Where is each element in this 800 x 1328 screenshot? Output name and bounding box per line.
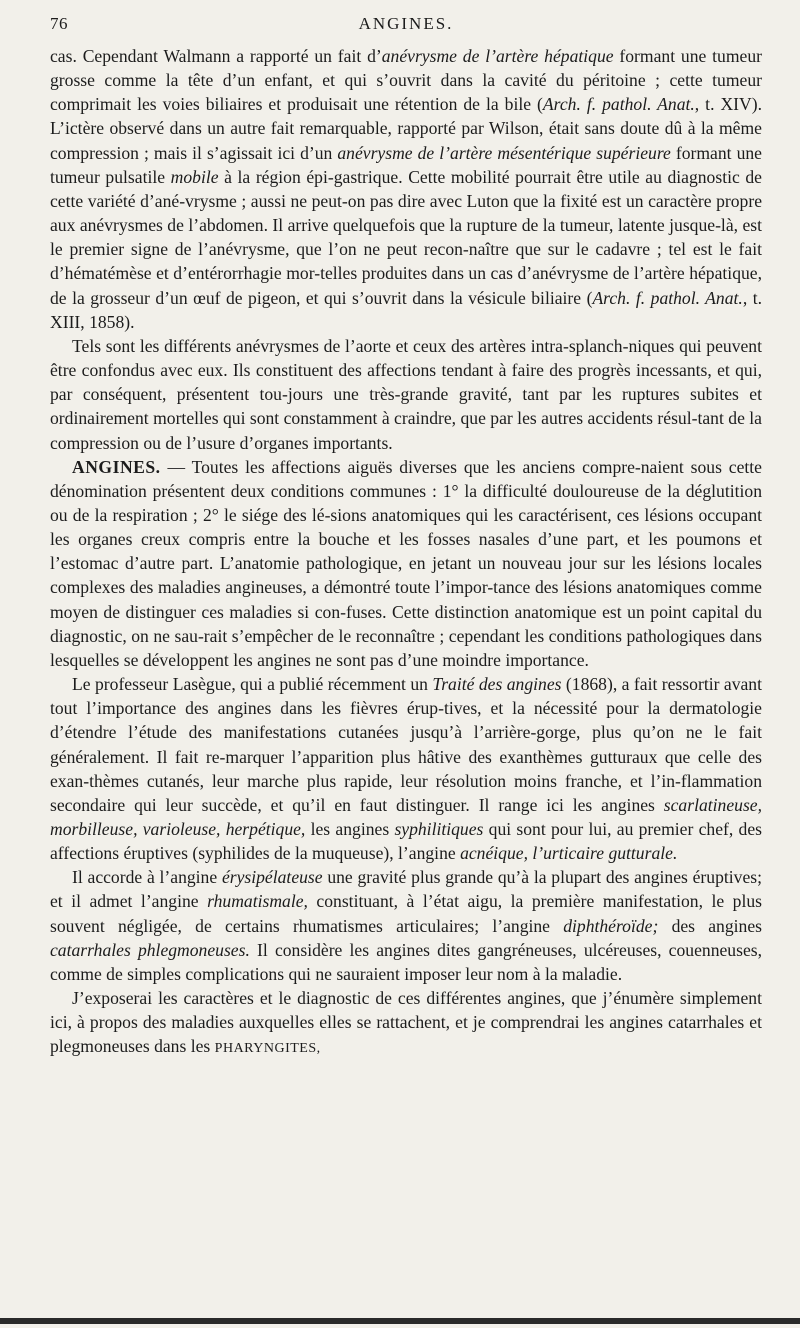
- section-heading-angines: ANGINES.: [72, 456, 161, 477]
- paragraph-aneurysm-summary: Tels sont les différents anévrysmes de l’aorte et ceux des artères intra-splanch-niques qui peuvent être confondus avec eux. Ils constituent des affections tendant à faire des progrès incessants, et qui, par conséquent, présentent tou-jours une très-grande gravité, tant par les ruptures subites et ordinairement mortelles qui sont constamment à craindre, que par les autres accidents résul-tant de la compression ou de l’usure d’organes importants.: [50, 335, 762, 453]
- paragraph-aneurysm-cases: cas. Cependant Walmann a rapporté un fait d’anévrysme de l’artère hépatique formant une tumeur grosse comme la tête d’un enfant, et qui s’ouvrit dans la cavité du péritoine ; cette tumeur comprimait les voies biliaires et produisait une rétention de la bile (Arch. f. pathol. Anat., t. XIV). L’ictère observé dans un autre fait remarquable, rapporté par Wilson, était sans doute dû à la même compression ; mais il s’agissait ici d’un anévrysme de l’artère mésentérique supérieure formant une tumeur pulsatile mobile à la région épi-gastrique. Cette mobilité pourrait être utile au diagnostic de cette variété d’ané-vrysme ; aussi ne peut-on pas dire avec Luton que la fixité est un caractère propre aux anévrysmes de l’abdomen. Il arrive quelquefois que la rupture de la tumeur, latente jusque-là, est le premier signe de l’anévrysme, que l’on ne peut recon-naître que sur le cadavre ; tel est le fait d’hématémèse et d’entérorrhagie mor-telles produites dans un cas d’anévrysme de l’artère hépatique, de la grosseur d’un œuf de pigeon, et qui s’ouvrit dans la vésicule biliaire (Arch. f. pathol. Anat., t. XIII, 1858).: [50, 46, 762, 332]
- page-header: [50, 14, 762, 44]
- paragraph-erysipelas: Il accorde à l’angine érysipélateuse une gravité plus grande qu’à la plupart des angines éruptives; et il admet l’angine rhumatismale, constituant, à l’état aigu, la première manifestation, le plus souvent négligée, de certains rhumatismes articulaires; l’angine diphthéroïde; des angines catarrhales phlegmoneuses. Il considère les angines dites gangréneuses, ulcéreuses, couenneuses, comme de simples complications qui ne sauraient imposer leur nom à la maladie.: [50, 867, 762, 984]
- page-bottom-edge: [0, 1318, 800, 1324]
- book-page: [50, 14, 762, 1062]
- paragraph-conclusion: J’exposerai les caractères et le diagnostic de ces différentes angines, que j’énumère simplement ici, à propos des maladies auxquelles elles se rattachent, et je comprendrai les angines catarrhales et plegmoneuses dans les PHARYNGITES,: [50, 988, 762, 1057]
- page-number: 76: [50, 14, 68, 33]
- paragraph-angines-intro: ANGINES. — Toutes les affections aiguës diverses que les anciens compre-naient sous cette dénomination présentent deux conditions communes : 1° la difficulté douloureuse de la déglutition ou de la respiration ; 2° le siége des lé-sions anatomiques qui les caractérisent, ces lésions occupant les organes creux compris entre la bouche et les fosses nasales d’une part, et les poumons et l’estomac d’autre part. L’anatomie pathologique, en jetant un nouveau jour sur les lésions locales complexes des maladies angineuses, a démontré toute l’impor-tance des lésions anatomiques comme moyen de distinguer ces maladies si con-fuses. Cette distinction anatomique est un point capital du diagnostic, on ne sau-rait s’empêcher de le reconnaître ; cependant les conditions pathologiques dans lesquelles se développent les angines ne sont pas d’une moindre importance.: [50, 456, 762, 670]
- running-head: ANGINES.: [358, 14, 454, 33]
- cross-reference-pharyngites: PHARYNGITES,: [214, 1041, 321, 1057]
- paragraph-lasegue: Le professeur Lasègue, qui a publié récemment un Traité des angines (1868), a fait ressortir avant tout l’importance des angines dans les fièvres érup-tives, et la nécessité pour la dermatologie d’étendre l’étude des manifestations cutanées jusqu’à l’arrière-gorge, plus qu’on ne le fait généralement. Il fait re-marquer l’apparition plus hâtive des exanthèmes gutturaux que celle des exan-thèmes cutanés, leur marche plus rapide, leur résolution moins franche, et l’in-flammation secondaire qui leur succède, et qu’il en faut distinguer. Il range ici les angines scarlatineuse, morbilleuse, varioleuse, herpétique, les angines syphilitiques qui sont pour lui, au premier chef, des affections éruptives (syphilides de la muqueuse), l’angine acnéique, l’urticaire gutturale.: [50, 674, 763, 864]
- body-text: [50, 44, 762, 1062]
